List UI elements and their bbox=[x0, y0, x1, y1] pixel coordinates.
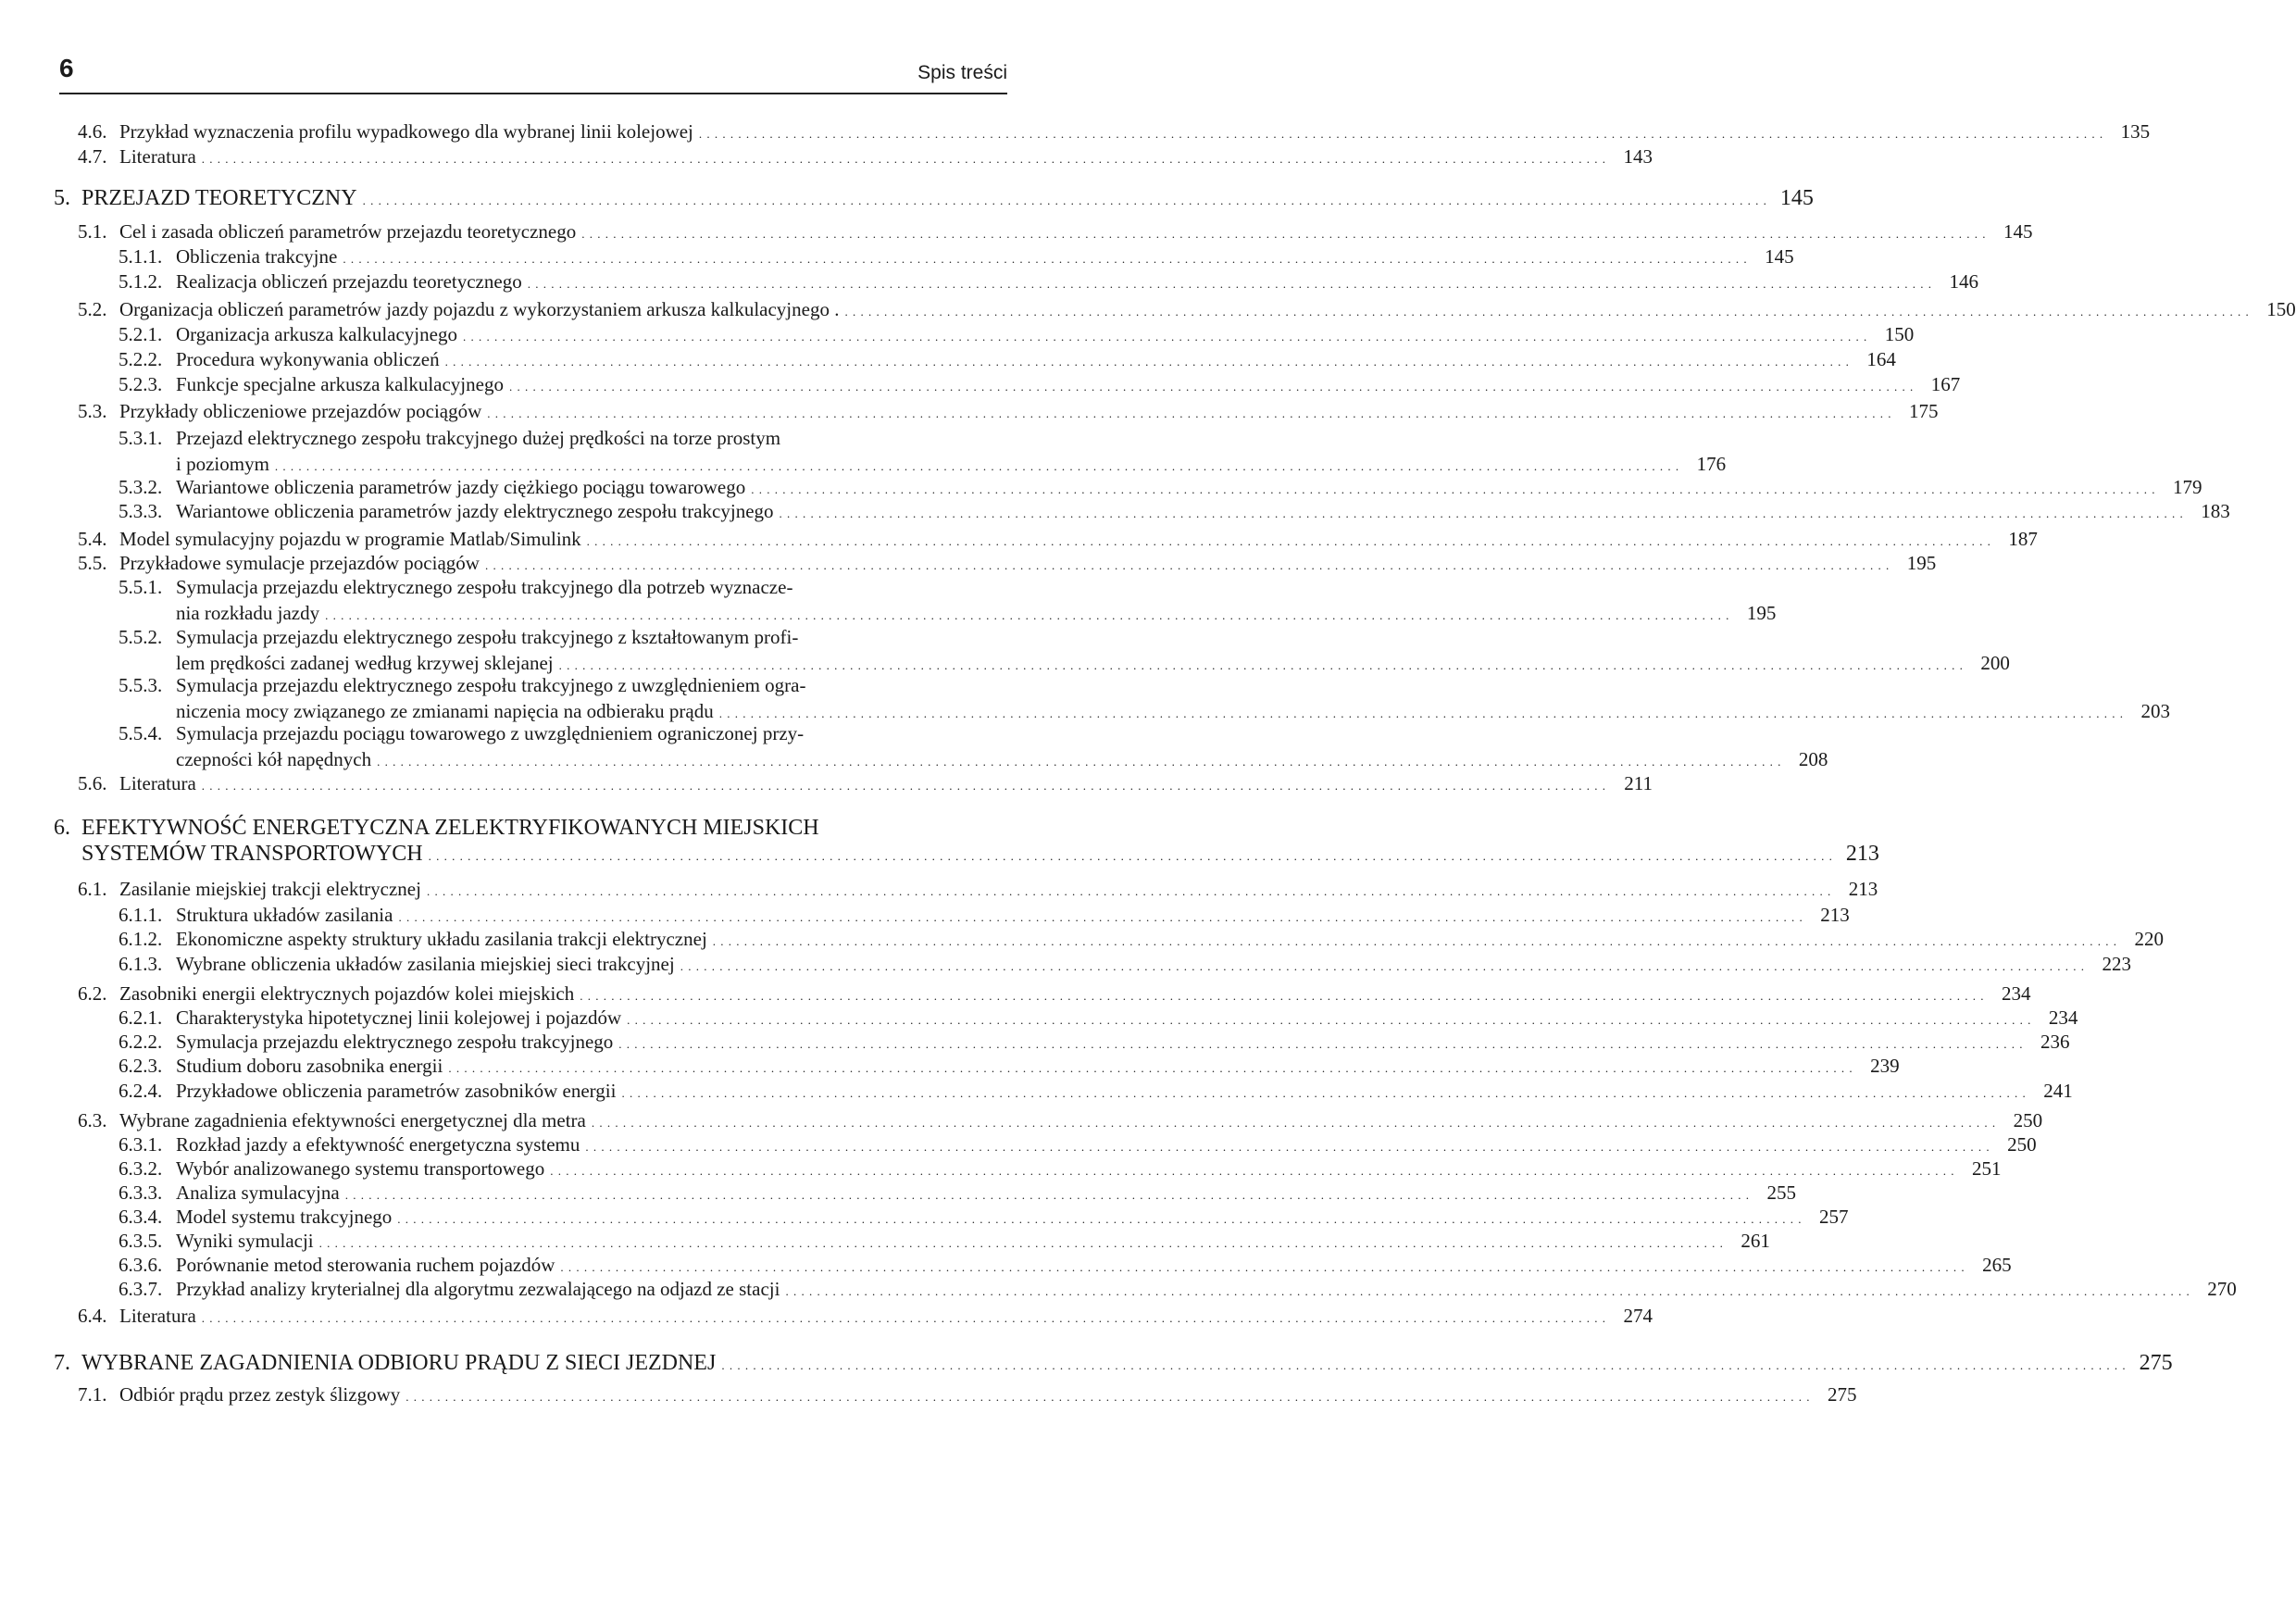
dot-leader bbox=[621, 1078, 2026, 1106]
toc-entry-body bbox=[176, 371, 1961, 400]
page-number: 6 bbox=[59, 54, 74, 82]
toc-number: 6.1. bbox=[78, 878, 107, 900]
toc-number: 5.2.3. bbox=[119, 373, 163, 395]
toc-number: 6.3.3. bbox=[119, 1181, 163, 1204]
toc-page-number: 167 bbox=[1930, 373, 1961, 395]
toc-page-number: 187 bbox=[2008, 528, 2038, 550]
toc-section[interactable] bbox=[78, 398, 1939, 427]
toc-section[interactable] bbox=[78, 144, 1653, 172]
toc-page-number: 146 bbox=[1949, 270, 1978, 293]
toc-title: Procedura wykonywania obliczeń bbox=[176, 348, 440, 370]
toc-number: 6.4. bbox=[78, 1305, 107, 1327]
toc-page-number: 250 bbox=[2013, 1109, 2043, 1131]
toc-subsection[interactable] bbox=[119, 672, 2170, 727]
toc-title: Zasobniki energii elektrycznych pojazdów kolei miejskich bbox=[119, 982, 575, 1005]
toc-title: Ekonomiczne aspekty struktury układu zasilania trakcji elektrycznej bbox=[176, 928, 707, 950]
toc-title: Wyniki symulacji bbox=[176, 1230, 314, 1252]
toc-title: Wybór analizowanego systemu transportowego bbox=[176, 1157, 545, 1180]
toc-entry-body bbox=[176, 672, 2170, 727]
toc-page-number: 241 bbox=[2043, 1080, 2073, 1102]
toc-title: SYSTEMÓW TRANSPORTOWYCH bbox=[81, 842, 423, 866]
toc-title: Symulacja przejazdu elektrycznego zespołu trakcyjnego bbox=[176, 1031, 614, 1053]
toc-entry-body bbox=[176, 951, 2131, 980]
toc-page-number: 179 bbox=[2172, 476, 2202, 498]
toc-number: 5.2.2. bbox=[119, 348, 163, 370]
toc-page-number: 270 bbox=[2207, 1278, 2237, 1300]
toc-title: Wybrane zagadnienia efektywności energetycznej dla metra bbox=[119, 1109, 586, 1131]
toc-number: 6.3.1. bbox=[119, 1133, 163, 1156]
dot-leader bbox=[202, 770, 1606, 799]
dot-leader bbox=[429, 841, 1833, 869]
toc-page-number: 236 bbox=[2040, 1031, 2070, 1053]
toc-number: 6.1.3. bbox=[119, 953, 163, 975]
toc-title: Cel i zasada obliczeń parametrów przejazdu teoretycznego bbox=[119, 220, 577, 243]
toc-page-number: 234 bbox=[2001, 982, 2031, 1005]
dot-leader bbox=[487, 398, 1891, 427]
toc-page-number: 261 bbox=[1741, 1230, 1770, 1252]
toc-title: Przykładowe symulacje przejazdów pociągów bbox=[119, 552, 480, 574]
dot-leader bbox=[363, 185, 1767, 214]
toc-number: 4.7. bbox=[78, 145, 107, 168]
dot-leader bbox=[719, 698, 2124, 727]
toc-number: 5.5.1. bbox=[119, 576, 163, 598]
toc-entry-body bbox=[176, 498, 2230, 527]
toc-number: 7.1. bbox=[78, 1383, 107, 1406]
toc-title: czepności kół napędnych bbox=[176, 748, 372, 770]
toc-page-number: 250 bbox=[2007, 1133, 2037, 1156]
toc-number: 5.4. bbox=[78, 528, 107, 550]
toc-number: 6.2.3. bbox=[119, 1055, 163, 1077]
toc-entry-body bbox=[81, 815, 1879, 869]
toc-title: Model systemu trakcyjnego bbox=[176, 1206, 393, 1228]
toc-title: Charakterystyka hipotetycznej linii kolejowej i pojazdów bbox=[176, 1006, 622, 1029]
toc-title: lem prędkości zadanej według krzywej sklejanej bbox=[176, 652, 554, 674]
toc-entry-body bbox=[176, 624, 2010, 679]
toc-title: Wybrane obliczenia układów zasilania miejskiej sieci trakcyjnej bbox=[176, 953, 675, 975]
toc-section[interactable] bbox=[78, 1303, 1653, 1331]
dot-leader bbox=[202, 144, 1606, 172]
toc-number: 5.3.2. bbox=[119, 476, 163, 498]
toc-title-line: Przejazd elektrycznego zespołu trakcyjnego dużej prędkości na torze prostym bbox=[176, 427, 781, 449]
toc-section[interactable] bbox=[78, 770, 1653, 799]
toc-entry-body bbox=[176, 425, 1727, 480]
toc-entry-body bbox=[176, 720, 1828, 775]
toc-page-number: 257 bbox=[1819, 1206, 1849, 1228]
toc-number: 5.5.2. bbox=[119, 626, 163, 648]
toc-page-number: 208 bbox=[1798, 748, 1828, 770]
toc-title: Wariantowe obliczenia parametrów jazdy elektrycznego zespołu trakcyjnego bbox=[176, 500, 774, 522]
toc-number: 5.3. bbox=[78, 400, 107, 422]
toc-page-number: 195 bbox=[1746, 602, 1777, 624]
dot-leader bbox=[721, 1350, 2126, 1379]
toc-number: 5.2.1. bbox=[119, 323, 163, 345]
toc-number: 6.1.2. bbox=[119, 928, 163, 950]
toc-number: 5. bbox=[54, 186, 70, 210]
dot-leader bbox=[780, 498, 2184, 527]
toc-number: 5.5.3. bbox=[119, 674, 163, 696]
toc-page-number: 150 bbox=[2266, 298, 2296, 320]
toc-entry-body bbox=[176, 574, 1777, 629]
toc-number: 4.6. bbox=[78, 120, 107, 143]
toc-title: Funkcje specjalne arkusza kalkulacyjnego bbox=[176, 373, 504, 395]
toc-title: Przykład analizy kryterialnej dla algorytmu zezwalającego na odjazd ze stacji bbox=[176, 1278, 780, 1300]
toc-entry-body bbox=[119, 1381, 1857, 1410]
toc-subsection[interactable] bbox=[119, 951, 2131, 980]
toc-number: 6. bbox=[54, 816, 70, 840]
toc-title: Realizacja obliczeń przejazdu teoretycznego bbox=[176, 270, 522, 293]
toc-title: Literatura bbox=[119, 772, 196, 794]
toc-page-number: 251 bbox=[1971, 1157, 2002, 1180]
toc-entry-body bbox=[176, 1276, 2237, 1305]
toc-title: Przykładowe obliczenia parametrów zasobników energii bbox=[176, 1080, 617, 1102]
toc-entry-body bbox=[119, 770, 1653, 799]
toc-number: 6.1.1. bbox=[119, 904, 163, 926]
toc-number: 6.2.1. bbox=[119, 1006, 163, 1029]
toc-page-number: 275 bbox=[1828, 1383, 1857, 1406]
toc-entry-body bbox=[119, 1303, 1653, 1331]
toc-title: Organizacja arkusza kalkulacyjnego bbox=[176, 323, 457, 345]
toc-page-number: 213 bbox=[1845, 842, 1879, 866]
toc-page-number: 176 bbox=[1696, 453, 1727, 475]
toc-number: 5.1.2. bbox=[119, 270, 163, 293]
toc-number: 6.3.2. bbox=[119, 1157, 163, 1180]
toc-page-number: 200 bbox=[1980, 652, 2010, 674]
toc-section[interactable] bbox=[78, 1381, 1857, 1410]
toc-page-number: 213 bbox=[1848, 878, 1878, 900]
toc-subsection[interactable] bbox=[119, 1078, 2073, 1106]
toc-title: Rozkład jazdy a efektywność energetyczna systemu bbox=[176, 1133, 580, 1156]
toc-page-number: 239 bbox=[1870, 1055, 1900, 1077]
toc-page-number: 183 bbox=[2201, 500, 2230, 522]
toc-page-number: 211 bbox=[1624, 772, 1653, 794]
toc-page-number: 223 bbox=[2102, 953, 2131, 975]
toc-page-number: 150 bbox=[1884, 323, 1915, 345]
toc-title: Obliczenia trakcyjne bbox=[176, 245, 338, 268]
toc-subsection[interactable] bbox=[119, 624, 2010, 679]
toc-number: 6.3. bbox=[78, 1109, 107, 1131]
toc-page-number: 145 bbox=[2003, 220, 2033, 243]
toc-title: Zasilanie miejskiej trakcji elektrycznej bbox=[119, 878, 421, 900]
toc-title: PRZEJAZD TEORETYCZNY bbox=[81, 186, 357, 210]
toc-entry-body bbox=[176, 269, 1978, 297]
toc-section[interactable] bbox=[78, 876, 1878, 905]
toc-page-number: 265 bbox=[1982, 1254, 2012, 1276]
toc-title: Przykłady obliczeniowe przejazdów pociągów bbox=[119, 400, 482, 422]
toc-number: 5.2. bbox=[78, 298, 107, 320]
toc-number: 5.5.4. bbox=[119, 722, 163, 744]
toc-title-line: Symulacja przejazdu elektrycznego zespołu trakcyjnego z kształtowanym profi- bbox=[176, 626, 799, 648]
toc-number: 5.5. bbox=[78, 552, 107, 574]
dot-leader bbox=[509, 371, 1914, 400]
toc-entry-body bbox=[81, 1350, 2173, 1379]
toc-title: niczenia mocy związanego ze zmianami napięcia na odbieraku prądu bbox=[176, 700, 714, 722]
toc-subsection[interactable] bbox=[119, 425, 1727, 480]
toc-title-line: Symulacja przejazdu elektrycznego zespołu trakcyjnego dla potrzeb wyznacze- bbox=[176, 576, 793, 598]
toc-entry-body bbox=[119, 398, 1939, 427]
toc-title: WYBRANE ZAGADNIENIA ODBIORU PRĄDU Z SIECI JEZDNEJ bbox=[81, 1351, 717, 1375]
toc-number: 6.2. bbox=[78, 982, 107, 1005]
toc-page-number: 164 bbox=[1866, 348, 1896, 370]
toc-number: 5.3.3. bbox=[119, 500, 163, 522]
toc-page-number: 234 bbox=[2048, 1006, 2078, 1029]
toc-title: Przykład wyznaczenia profilu wypadkowego dla wybranej linii kolejowej bbox=[119, 120, 693, 143]
dot-leader bbox=[202, 1303, 1606, 1331]
toc-title: Literatura bbox=[119, 145, 196, 168]
toc-entry-body bbox=[119, 876, 1878, 905]
toc-title-line: EFEKTYWNOŚĆ ENERGETYCZNA ZELEKTRYFIKOWANYCH MIEJSKICH bbox=[81, 816, 819, 840]
toc-page-number: 274 bbox=[1623, 1305, 1653, 1327]
dot-leader bbox=[406, 1381, 1810, 1410]
dot-leader bbox=[680, 951, 2085, 980]
toc-number: 5.6. bbox=[78, 772, 107, 794]
running-title: Spis treści bbox=[917, 62, 1007, 83]
toc-title-line: Symulacja przejazdu pociągu towarowego z uwzględnieniem ograniczonej przy- bbox=[176, 722, 805, 744]
toc-title: Porównanie metod sterowania ruchem pojazdów bbox=[176, 1254, 555, 1276]
toc-page-number: 143 bbox=[1623, 145, 1653, 168]
toc-subsection[interactable] bbox=[119, 720, 1828, 775]
toc-number: 6.3.5. bbox=[119, 1230, 163, 1252]
toc-page-number: 220 bbox=[2134, 928, 2165, 950]
toc-title: Studium doboru zasobnika energii bbox=[176, 1055, 443, 1077]
toc-number: 6.3.6. bbox=[119, 1254, 163, 1276]
toc-title: i poziomym bbox=[176, 453, 269, 475]
toc-page-number: 145 bbox=[1765, 245, 1794, 268]
toc-number: 6.2.4. bbox=[119, 1080, 163, 1102]
dot-leader bbox=[785, 1276, 2190, 1305]
toc-page-number: 255 bbox=[1766, 1181, 1796, 1204]
dot-leader bbox=[528, 269, 1932, 297]
toc-page-number: 275 bbox=[2139, 1351, 2173, 1375]
toc-number: 5.3.1. bbox=[119, 427, 163, 449]
toc-number: 6.2.2. bbox=[119, 1031, 163, 1053]
toc-entry-body bbox=[119, 144, 1653, 172]
dot-leader bbox=[427, 876, 1831, 905]
toc-title: Literatura bbox=[119, 1305, 196, 1327]
toc-chapter[interactable] bbox=[54, 185, 1814, 214]
toc-number: 7. bbox=[54, 1351, 70, 1375]
toc-title: Struktura układów zasilania bbox=[176, 904, 393, 926]
toc-number: 6.3.4. bbox=[119, 1206, 163, 1228]
toc-subsection[interactable] bbox=[119, 269, 1978, 297]
toc-page-number: 135 bbox=[2120, 120, 2151, 143]
toc-title: Wariantowe obliczenia parametrów jazdy ciężkiego pociągu towarowego bbox=[176, 476, 746, 498]
toc-title: Model symulacyjny pojazdu w programie Matlab/Simulink bbox=[119, 528, 581, 550]
toc-chapter[interactable] bbox=[54, 815, 1879, 869]
toc-title: Organizacja obliczeń parametrów jazdy pojazdu z wykorzystaniem arkusza kalkulacyjnego . bbox=[119, 298, 840, 320]
toc-number: 5.1.1. bbox=[119, 245, 163, 268]
toc-title-line: Symulacja przejazdu elektrycznego zespołu trakcyjnego z uwzględnieniem ogra- bbox=[176, 674, 806, 696]
toc-title: Odbiór prądu przez zestyk ślizgowy bbox=[119, 1383, 401, 1406]
toc-page-number: 145 bbox=[1779, 186, 1814, 210]
toc-page-number: 213 bbox=[1820, 904, 1850, 926]
toc-page-number: 175 bbox=[1909, 400, 1939, 422]
toc-number: 6.3.7. bbox=[119, 1278, 163, 1300]
toc-subsection[interactable] bbox=[119, 371, 1961, 400]
toc-title: nia rozkładu jazdy bbox=[176, 602, 320, 624]
toc-title: Analiza symulacyjna bbox=[176, 1181, 340, 1204]
toc-entry-body bbox=[176, 1078, 2073, 1106]
toc-page-number: 203 bbox=[2140, 700, 2170, 722]
toc-subsection[interactable] bbox=[119, 498, 2230, 527]
toc-page-number: 195 bbox=[1906, 552, 1937, 574]
toc-number: 5.1. bbox=[78, 220, 107, 243]
toc-chapter[interactable] bbox=[54, 1350, 2173, 1379]
toc-subsection[interactable] bbox=[119, 1276, 2237, 1305]
toc-subsection[interactable] bbox=[119, 574, 1777, 629]
toc-entry-body bbox=[81, 185, 1814, 214]
